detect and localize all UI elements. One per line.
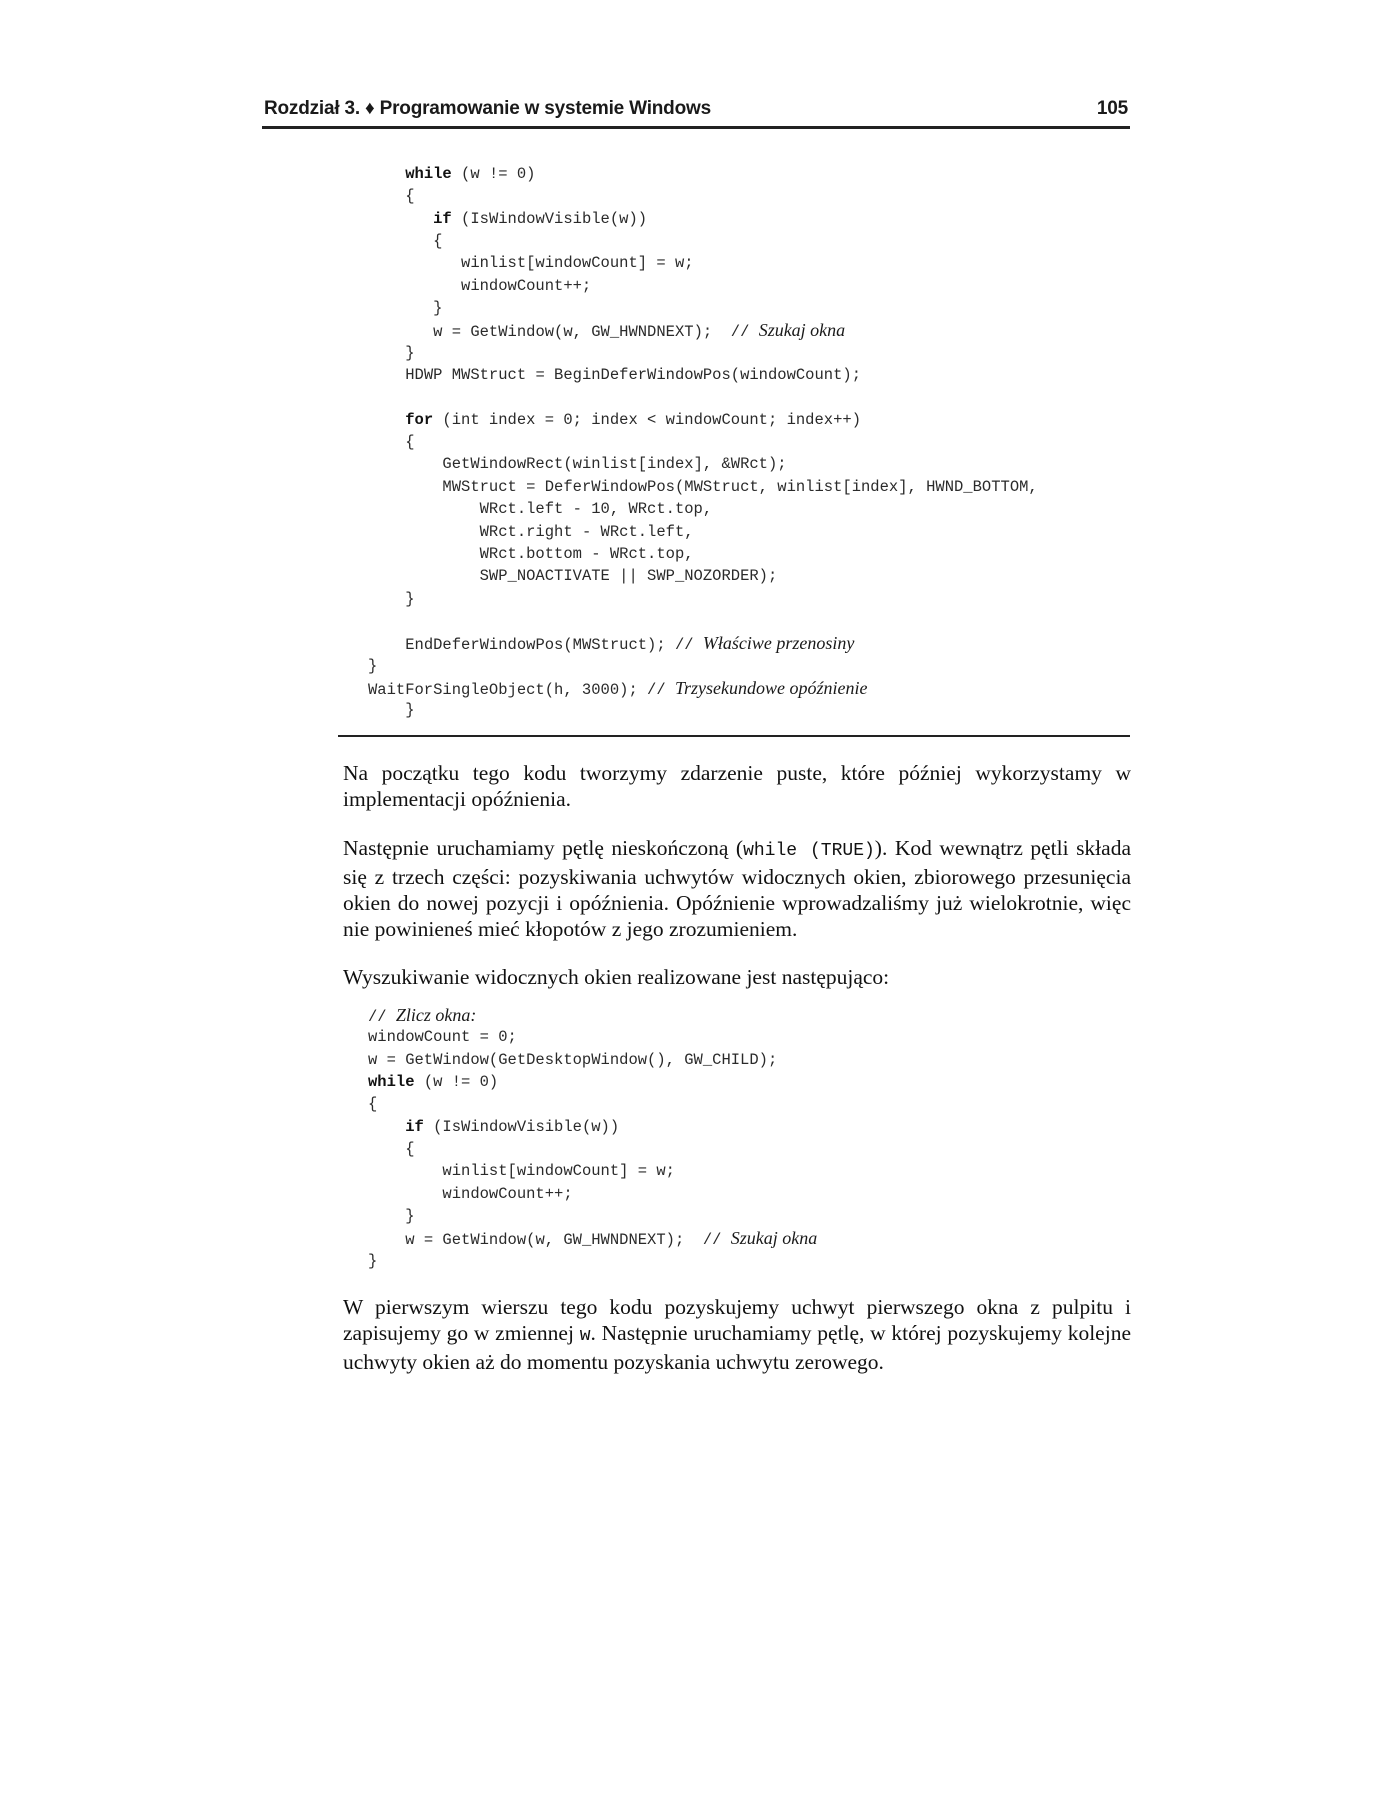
code-line [368,1026,817,1048]
code-text: (IsWindowVisible(w)) [451,209,648,228]
code-text: WRct.right - WRct.left, [479,522,694,541]
code-line [368,252,1038,274]
code-listing-top [368,163,1038,722]
code-line [368,208,1038,230]
code-text: SWP_NOACTIVATE || SWP_NOZORDER); [479,567,778,586]
paragraph-intro-text: Na początku tego kodu tworzymy zdarzenie puste, które później wykorzystamy w implementacji opóźnienia. [343,761,1131,811]
code-line [368,1049,817,1071]
paragraph-first-line [343,1294,1131,1375]
code-text: } [405,1207,415,1226]
code-keyword: if [433,209,452,228]
code-comment: Szukaj okna [730,1228,818,1249]
code-text: windowCount++; [442,1184,573,1203]
code-text: { [368,1095,378,1114]
code-line [368,297,1038,319]
code-line [368,677,1038,699]
code-text: w = GetWindow(w, GW_HWNDNEXT); // [433,323,759,342]
code-text: } [405,589,415,608]
code-line [368,342,1038,364]
code-text: } [405,701,415,720]
code-text: w = GetWindow(w, GW_HWNDNEXT); // [405,1231,731,1250]
code-line [368,543,1038,565]
code-line [368,565,1038,587]
code-text: (w != 0) [414,1073,499,1092]
code-line [368,1116,817,1138]
code-line [368,386,1038,408]
paragraph-loop [343,835,1131,942]
code-line [368,588,1038,610]
code-comment: Trzysekundowe opóźnienie [674,677,868,698]
code-line [368,1071,817,1093]
code-text: MWStruct = DeferWindowPos(MWStruct, winlist[index], HWND_BOTTOM, [442,477,1038,496]
code-text: w = GetWindow(GetDesktopWindow(), GW_CHILD); [368,1050,778,1069]
code-line [368,632,1038,654]
paragraph-first-line-text-end: . Następnie uruchamiamy pętlę, w której pozyskujemy kolejne uchwyty okien aż do momentu pozyskania uchwytu zerowego. [343,1321,1131,1374]
code-text: HDWP MWStruct = BeginDeferWindowPos(windowCount); [405,366,861,385]
code-line [368,409,1038,431]
page-number: 105 [1096,98,1128,119]
code-line [368,1004,817,1026]
inline-code-while: while (TRUE) [743,841,875,861]
code-line [368,453,1038,475]
code-line [368,431,1038,453]
code-line [368,319,1038,341]
paragraph-intro [343,760,1131,812]
code-text: (w != 0) [451,165,536,183]
code-line [368,1227,817,1249]
code-line [368,185,1038,207]
code-line [368,655,1038,677]
code-text: EndDeferWindowPos(MWStruct); // [405,636,703,655]
code-keyword: while [405,165,452,183]
code-line [368,1138,817,1160]
code-line [368,1205,817,1227]
code-text: } [368,1251,378,1270]
paragraph-loop-text-end: ). Kod wewnątrz pętli składa się z trzech części: pozyskiwania uchwytów widocznych okien, zbiorowego przesunięcia okien do nowej pozycji i opóźnienia. Opóźnienie wprowadzaliśmy już wielokrotnie, więc nie powinieneś mieć kłopotów z jego zrozumieniem. [343,836,1131,941]
code-text: // [368,1008,396,1026]
code-line [368,1160,817,1182]
code-text: WaitForSingleObject(h, 3000); // [368,680,675,699]
code-line [368,610,1038,632]
code-text: winlist[windowCount] = w; [461,254,694,273]
inline-code-w: w [579,1326,591,1346]
code-comment: Właściwe przenosiny [702,633,855,654]
code-text: { [405,1140,415,1159]
code-keyword: for [405,410,434,429]
code-text: WRct.bottom - WRct.top, [479,544,694,563]
code-text: { [405,433,415,452]
code-text: (int index = 0; index < windowCount; index++) [433,410,861,429]
code-text: WRct.left - 10, WRct.top, [479,500,713,519]
code-line [368,476,1038,498]
code-line [368,498,1038,520]
code-line [368,230,1038,252]
code-line [368,275,1038,297]
code-listing-bottom [368,1004,817,1272]
code-line [368,163,1038,185]
code-comment: Szukaj okna [758,320,846,341]
page-header [262,96,1130,129]
chapter-title: Rozdział 3. ♦ Programowanie w systemie Windows [264,98,711,119]
code-text: } [368,656,378,675]
code-text: winlist[windowCount] = w; [442,1162,675,1181]
code-text: (IsWindowVisible(w)) [423,1117,620,1136]
code-line [368,1250,817,1272]
code-text: } [405,343,415,362]
code-text: windowCount = 0; [368,1028,517,1047]
code-block-divider [338,735,1130,737]
code-text: { [405,187,415,206]
paragraph-first-line-text-start: W pierwszym wierszu tego kodu pozyskujemy uchwyt pierwszego okna z pulpitu i zapisujemy go w zmiennej [343,1295,1131,1345]
code-comment: Zlicz okna: [395,1005,477,1025]
code-line [368,1093,817,1115]
code-line [368,364,1038,386]
code-text: GetWindowRect(winlist[index], &WRct); [442,455,787,474]
code-line [368,1183,817,1205]
code-line [368,699,1038,721]
code-text: windowCount++; [461,276,592,295]
code-text: { [433,232,443,251]
code-text: } [433,299,443,318]
paragraph-loop-text-start: Następnie uruchamiamy pętlę nieskończoną ( [343,836,744,860]
code-keyword: if [405,1117,424,1136]
code-line [368,521,1038,543]
paragraph-search-text: Wyszukiwanie widocznych okien realizowane jest następująco: [343,965,890,989]
paragraph-search [343,964,1131,990]
code-keyword: while [368,1073,415,1092]
